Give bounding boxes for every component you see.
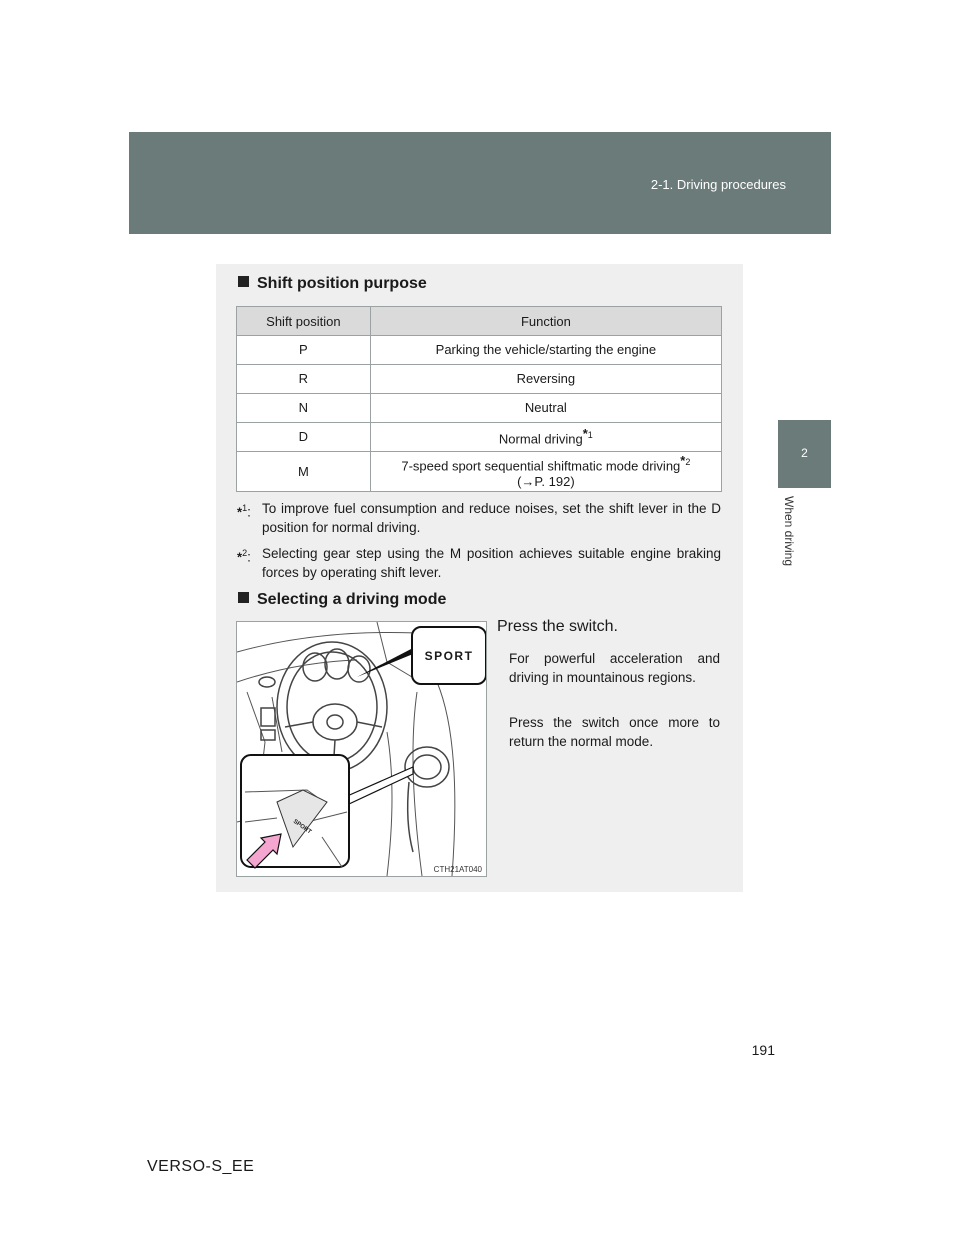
square-bullet-icon	[238, 276, 249, 287]
sport-callout-label: SPORT	[424, 648, 474, 663]
function-text: 7-speed sport sequential shiftmatic mode driving	[401, 458, 681, 474]
chapter-label-box	[776, 496, 802, 616]
page-reference: (→P. 192)	[517, 474, 575, 490]
chapter-number: 2	[801, 446, 808, 460]
table-row	[237, 394, 722, 423]
footnote-number: 1	[242, 503, 248, 513]
footnote-2: *$^2$: Selecting gear step using the M position achieves suitable engine braking forces by operating shift lever.	[237, 546, 721, 580]
table-header-row	[237, 307, 722, 336]
shift-position-cell: P	[237, 336, 371, 365]
driving-mode-heading	[238, 591, 446, 609]
figure-code: CTH21AT040	[433, 865, 482, 874]
function-cell	[370, 423, 721, 452]
function-cell: Parking the vehicle/starting the engine	[370, 336, 721, 365]
page-number: 191	[751, 1042, 775, 1058]
model-code: VERSO-S_EE	[147, 1158, 255, 1175]
chapter-tab	[778, 420, 831, 488]
footnote-text: Selecting gear step using the M position achieves suitable engine braking forces by operating shift lever.	[262, 546, 721, 580]
footnote-1: *$^1$: To improve fuel consumption and reduce noises, set the shift lever in the D position for normal driving.	[237, 501, 721, 535]
heading-text: Selecting a driving mode	[257, 591, 447, 608]
section-title: 2-1. Driving procedures	[650, 177, 786, 192]
footnote-number: 2	[242, 548, 248, 558]
table-row	[237, 365, 722, 394]
function-cell: Neutral	[370, 394, 721, 423]
table-row	[237, 452, 722, 492]
sport-callout	[411, 626, 487, 685]
footnote-text: To improve fuel consumption and reduce noises, set the shift lever in the D position for normal driving.	[262, 501, 721, 535]
table-row	[237, 336, 722, 365]
chapter-label: When driving	[782, 496, 796, 567]
shift-position-cell: R	[237, 365, 371, 394]
heading-text: Shift position purpose	[257, 275, 427, 292]
function-cell: Reversing	[370, 365, 721, 394]
function-cell	[370, 452, 721, 492]
shift-position-cell: N	[237, 394, 371, 423]
mode-return-description: Press the switch once more to return the normal mode.	[509, 715, 720, 749]
shift-position-table	[236, 306, 722, 492]
instruction-text: Press the switch.	[497, 618, 618, 635]
mode-description: For powerful acceleration and driving in mountainous regions.	[509, 651, 720, 685]
shift-position-cell: D	[237, 423, 371, 452]
square-bullet-icon	[238, 592, 249, 603]
footnote-star: *	[680, 453, 686, 468]
footnote-star: *	[237, 549, 243, 565]
shift-position-cell: M	[237, 452, 371, 492]
column-header: Shift position	[237, 307, 371, 336]
footnote-number: 2	[685, 457, 691, 467]
footnote-number: 1	[587, 430, 593, 441]
function-text: Normal driving	[498, 431, 583, 447]
sport-switch-illustration	[236, 621, 487, 877]
chapter-header-bar	[129, 132, 831, 234]
column-header: Function	[370, 307, 721, 336]
shift-position-heading	[238, 275, 427, 293]
footnote-star: *	[582, 426, 588, 442]
table-row	[237, 423, 722, 452]
footnote-star: *	[237, 504, 243, 520]
sport-button-label: SPORT	[291, 818, 313, 836]
